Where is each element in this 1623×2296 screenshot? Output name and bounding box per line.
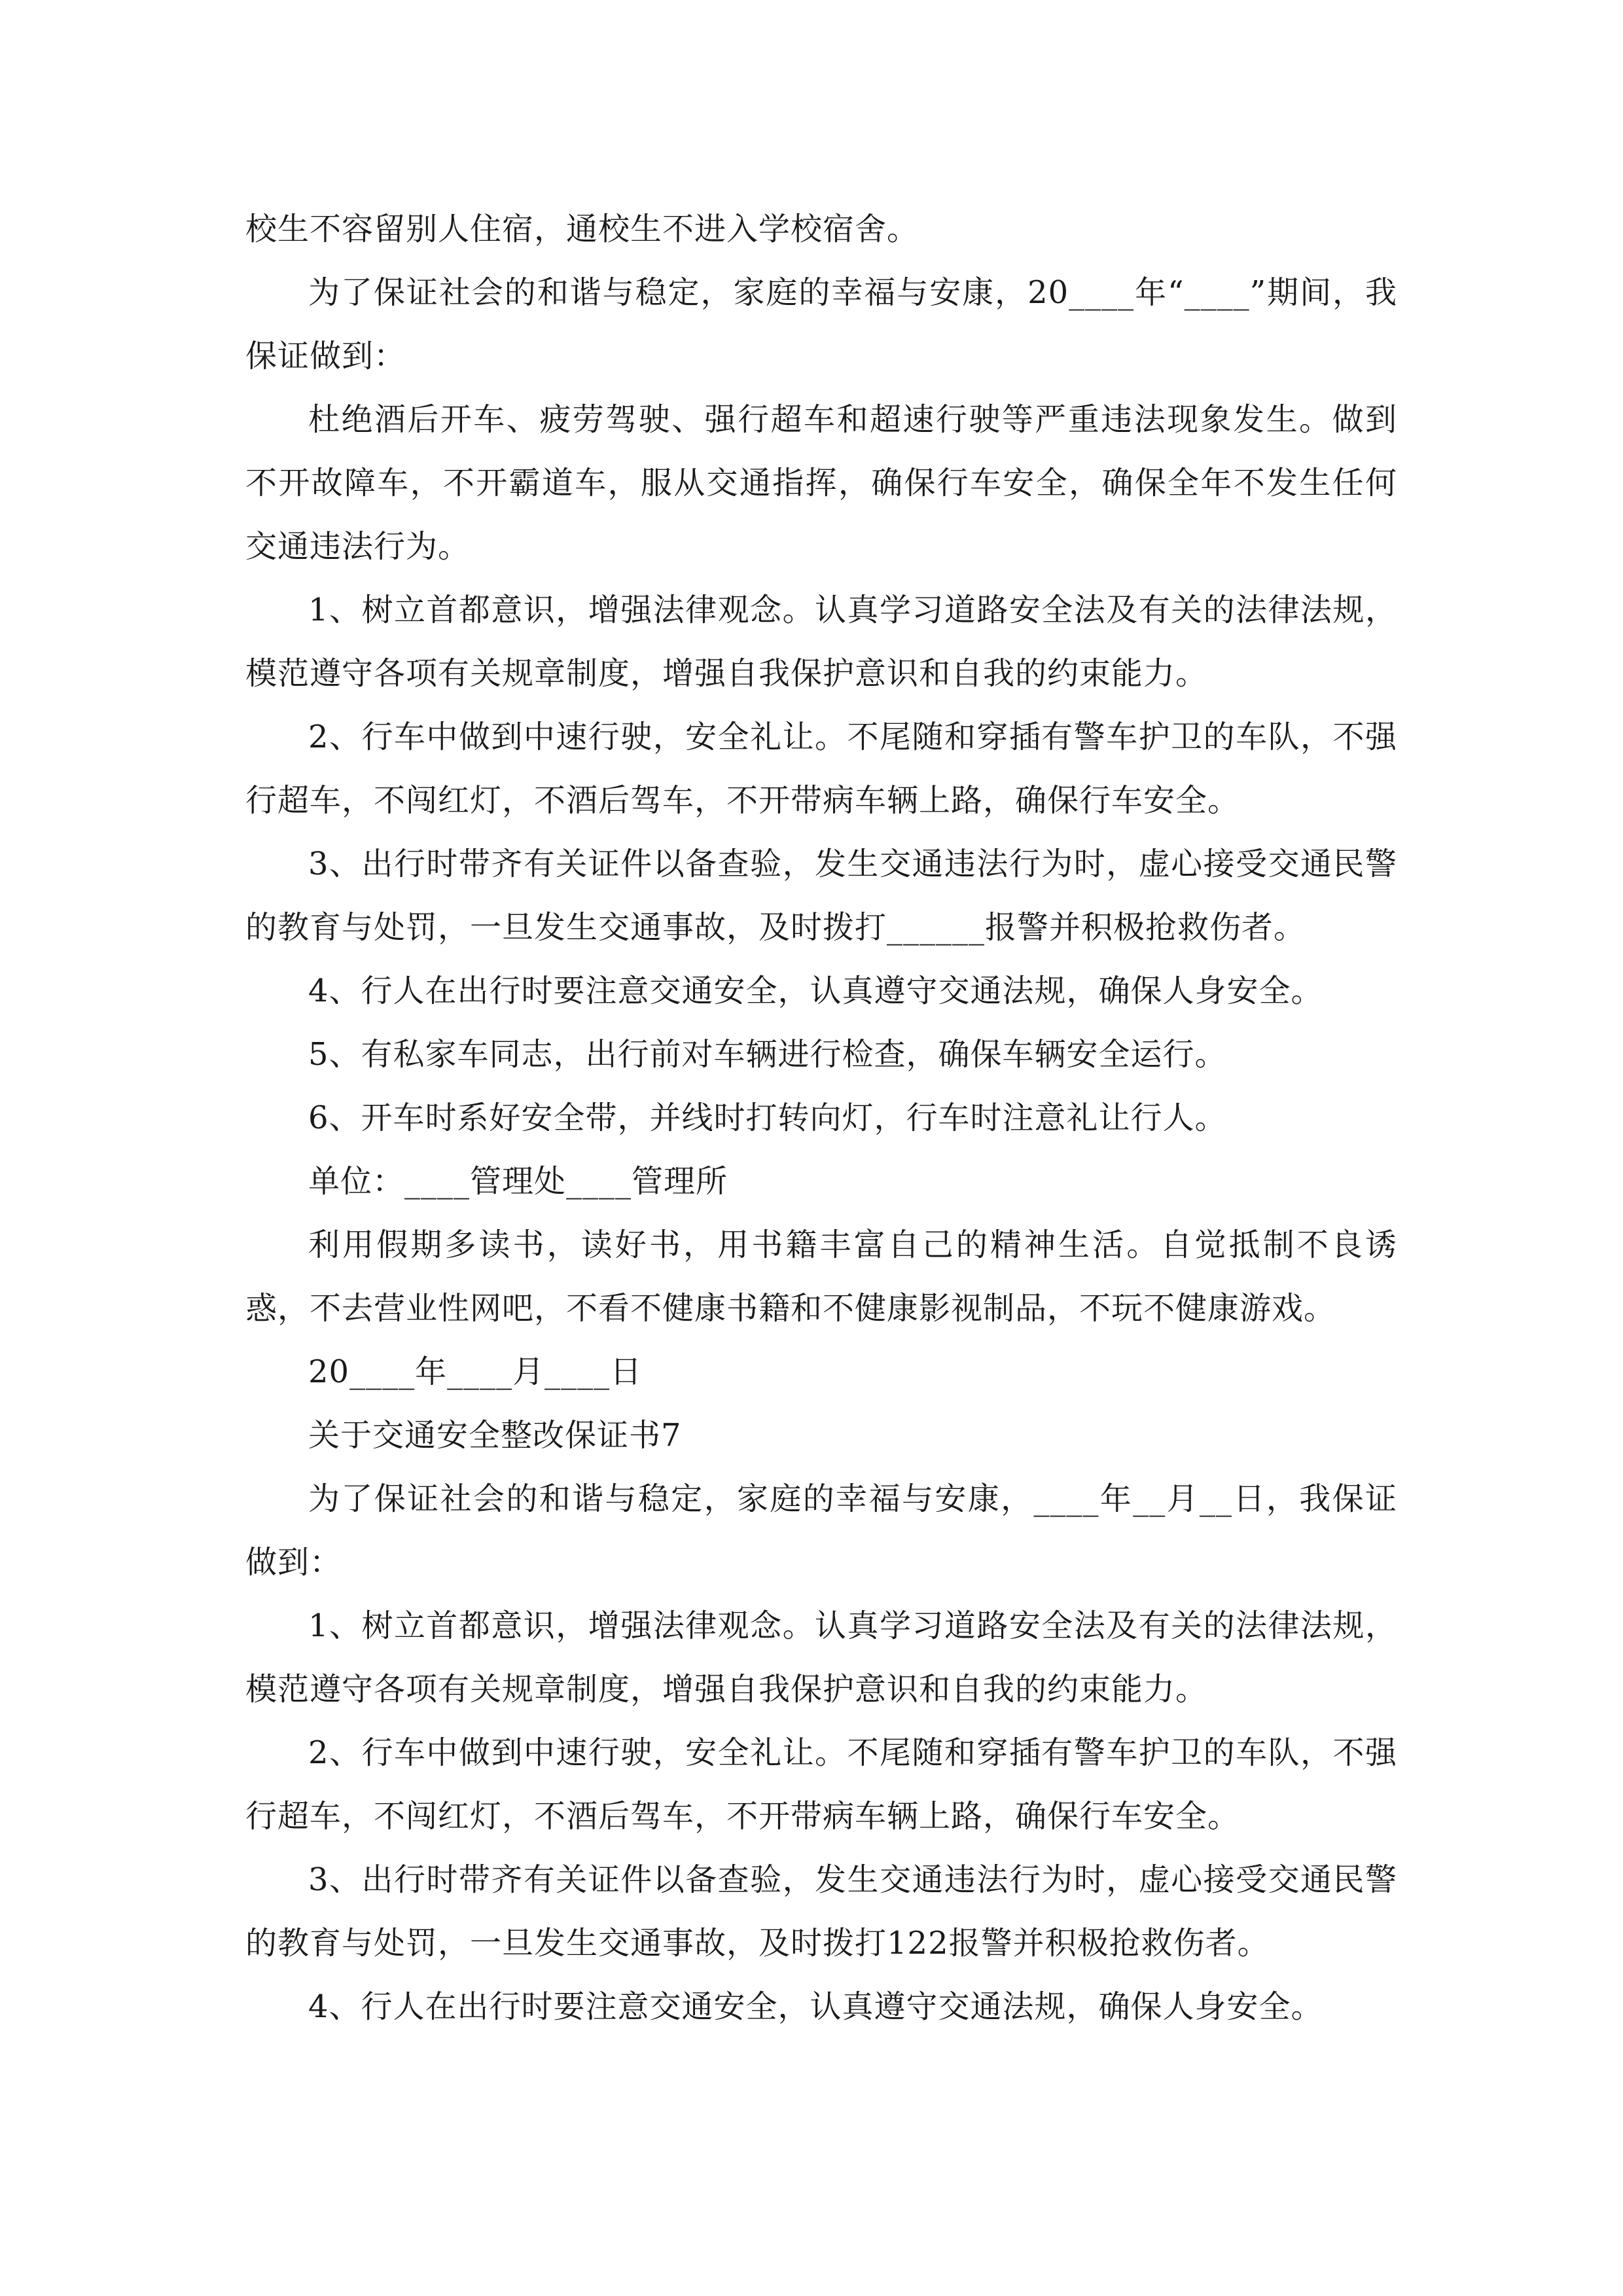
list-item: 3、出行时带齐有关证件以备查验，发生交通违法行为时，虚心接受交通民警的教育与处罚，一旦发生交通事故，及时拨打122报警并积极抢救伤者。 bbox=[245, 1861, 1397, 1962]
list-item: 2、行车中做到中速行驶，安全礼让。不尾随和穿插有警车护卫的车队，不强行超车，不闯红灯，不酒后驾车，不开带病车辆上路，确保行车安全。 bbox=[245, 719, 1397, 819]
list-item: 2、行车中做到中速行驶，安全礼让。不尾随和穿插有警车护卫的车队，不强行超车，不闯红灯，不酒后驾车，不开带病车辆上路，确保行车安全。 bbox=[245, 1734, 1397, 1835]
list-item: 4、行人在出行时要注意交通安全，认真遵守交通法规，确保人身安全。 bbox=[308, 1988, 1323, 2025]
paragraph: 利用假期多读书，读好书，用书籍丰富自己的精神生活。自觉抵制不良诱惑，不去营业性网吧，不看不健康书籍和不健康影视制品，不玩不健康游戏。 bbox=[245, 1227, 1397, 1327]
list-item: 1、树立首都意识，增强法律观念。认真学习道路安全法及有关的法律法规，模范遵守各项有关规章制度，增强自我保护意识和自我的约束能力。 bbox=[245, 1607, 1397, 1708]
paragraph: 校生不容留别人住宿，通校生不进入学校宿舍。 bbox=[245, 211, 919, 247]
paragraph: 为了保证社会的和谐与稳定，家庭的幸福与安康，20____年“____”期间，我保证做到： bbox=[245, 274, 1397, 374]
list-item: 3、出行时带齐有关证件以备查验，发生交通违法行为时，虚心接受交通民警的教育与处罚，一旦发生交通事故，及时拨打______报警并积极抢救伤者。 bbox=[245, 846, 1397, 946]
unit-line: 单位：____管理处____管理所 bbox=[308, 1163, 728, 1200]
list-item: 1、树立首都意识，增强法律观念。认真学习道路安全法及有关的法律法规，模范遵守各项有关规章制度，增强自我保护意识和自我的约束能力。 bbox=[245, 592, 1397, 692]
document-body bbox=[245, 198, 1397, 2039]
section-title: 关于交通安全整改保证书7 bbox=[308, 1417, 682, 1454]
list-item: 4、行人在出行时要注意交通安全，认真遵守交通法规，确保人身安全。 bbox=[308, 973, 1323, 1009]
list-item: 5、有私家车同志，出行前对车辆进行检查，确保车辆安全运行。 bbox=[308, 1036, 1227, 1073]
date-line: 20____年____月____日 bbox=[308, 1354, 643, 1390]
paragraph: 杜绝酒后开车、疲劳驾驶、强行超车和超速行驶等严重违法现象发生。做到不开故障车，不开霸道车，服从交通指挥，确保行车安全，确保全年不发生任何交通违法行为。 bbox=[245, 401, 1397, 565]
list-item: 6、开车时系好安全带，并线时打转向灯，行车时注意礼让行人。 bbox=[308, 1100, 1227, 1136]
paragraph: 为了保证社会的和谐与稳定，家庭的幸福与安康，____年__月__日，我保证做到： bbox=[245, 1480, 1397, 1581]
